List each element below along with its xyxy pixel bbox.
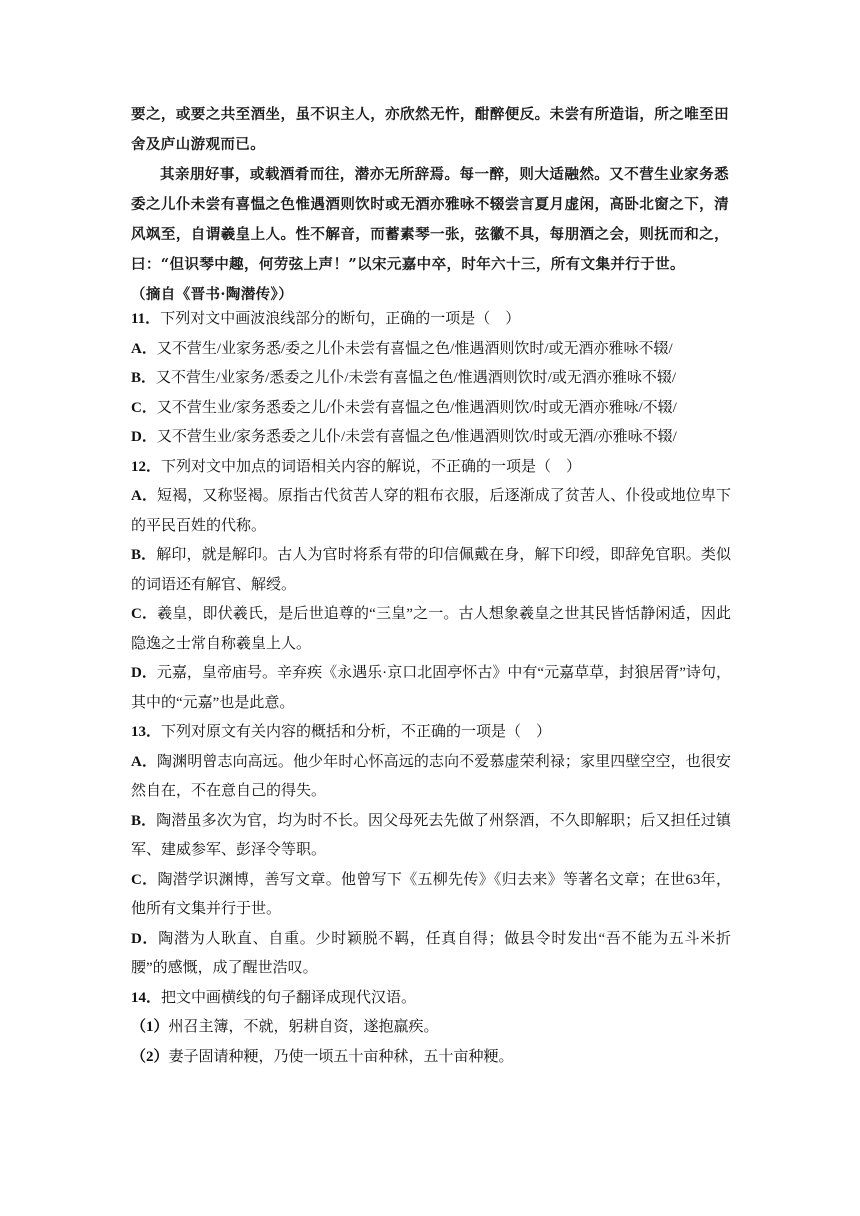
question-number: 14． xyxy=(131,989,162,1006)
passage-source: （摘自《晋书·陶潜传》） xyxy=(131,286,294,303)
question-11-option-a: A．又不营生/业家务悉/委之儿仆未尝有喜愠之色/惟遇酒则饮时/或无酒亦雅咏不辍/ xyxy=(131,340,673,357)
question-text: 下列对文中画波浪线部分的断句，正确的一项是（ ） xyxy=(160,311,521,327)
question-12-option-d: D．元嘉，皇帝庙号。辛弃疾《永遇乐·京口北固亭怀古》中有“元嘉草草，封狼居胥”诗句，其中的“元嘉”也是此意。 xyxy=(131,665,731,711)
question-14-stem xyxy=(131,984,731,1014)
question-14-item-2: （2）妻子固请种粳，乃使一顷五十亩种秫，五十亩种粳。 xyxy=(131,1048,514,1065)
question-13-option-d: D．陶潜为人耿直、自重。少时颖脱不羁，任真自得；做县令时发出“吾不能为五斗米折腰”的感慨，成了醒世浩叹。 xyxy=(131,930,731,976)
question-13-option-b: B．陶潜虽多次为官，均为时不长。因父母死去先做了州祭酒，不久即解职；后又担任过镇军、建威参军、彭泽令等职。 xyxy=(131,812,731,858)
question-13-option-c: C．陶潜学识渊博，善写文章。他曾写下《五柳先传》《归去来》等著名文章；在世63年，他所有文集并行于世。 xyxy=(131,871,731,917)
question-13-option-a: A．陶渊明曾志向高远。他少年时心怀高远的志向不爱慕虚荣利禄；家里四壁空空，也很安然自在，不在意自己的得失。 xyxy=(131,753,731,799)
passage-paragraph-1: 要之，或要之共至酒坐，虽不识主人，亦欣然无忤，酣醉便反。未尝有所造诣，所之唯至田舍及庐山游观而已。 xyxy=(131,106,729,153)
question-text: 下列对文中加点的词语相关内容的解说，不正确的一项是（ ） xyxy=(161,458,582,475)
classical-passage xyxy=(131,100,729,310)
question-12-option-c: C．羲皇，即伏羲氏，是后世追尊的“三皇”之一。古人想象羲皇之世其民皆恬静闲适，因此隐逸之士常自称羲皇上人。 xyxy=(131,606,731,652)
question-number: 13． xyxy=(131,724,162,740)
question-12-stem xyxy=(131,453,731,483)
passage-paragraph-2: 其亲朋好事，或载酒肴而往，潜亦无所辞焉。每一醉，则大适融然。又不营生业家务悉委之儿仆未尝有喜愠之色惟遇酒则饮时或无酒亦雅咏不辍尝言夏月虚闲，高卧北窗之下，清风飒至，自谓羲皇上人。性不解音，而蓄素琴一张，弦徽不具，每朋酒之会，则抚而和之，曰：“但识琴中趣，何劳弦上声！”以宋元嘉中卒，时年六十三，所有文集并行于世。 xyxy=(131,166,729,273)
question-11-option-d: D．又不营生业/家务悉委之儿仆/未尝有喜愠之色/惟遇酒则饮/时或无酒/亦雅咏不辍/ xyxy=(131,429,677,445)
question-14-item-1: （1）州召主簿，不就，躬耕自资，遂抱羸疾。 xyxy=(131,1019,439,1035)
question-12-option-a: A．短褐，又称竖褐。原指古代贫苦人穿的粗布衣服，后逐渐成了贫苦人、仆役或地位卑下的平民百姓的代称。 xyxy=(131,488,731,534)
question-section xyxy=(131,305,731,1072)
question-text: 下列对原文有关内容的概括和分析，不正确的一项是（ ） xyxy=(161,724,552,740)
question-12-option-b: B．解印，就是解印。古人为官时将系有带的印信佩戴在身，解下印绶，即辞免官职。类似的词语还有解官、解绶。 xyxy=(131,547,731,593)
question-11-stem xyxy=(131,305,731,335)
question-number: 12． xyxy=(131,458,162,475)
question-text: 把文中画横线的句子翻译成现代汉语。 xyxy=(161,989,417,1006)
question-11-option-b: B．又不营生/业家务/悉委之儿仆/未尝有喜愠之色/惟遇酒则饮时/或无酒亦雅咏不辍/ xyxy=(131,370,677,386)
question-11-option-c: C．又不营生业/家务悉委之儿/仆未尝有喜愠之色/惟遇酒则饮/时或无酒亦雅咏/不辍/ xyxy=(131,399,677,416)
question-13-stem xyxy=(131,718,731,748)
question-number: 11． xyxy=(131,311,161,327)
